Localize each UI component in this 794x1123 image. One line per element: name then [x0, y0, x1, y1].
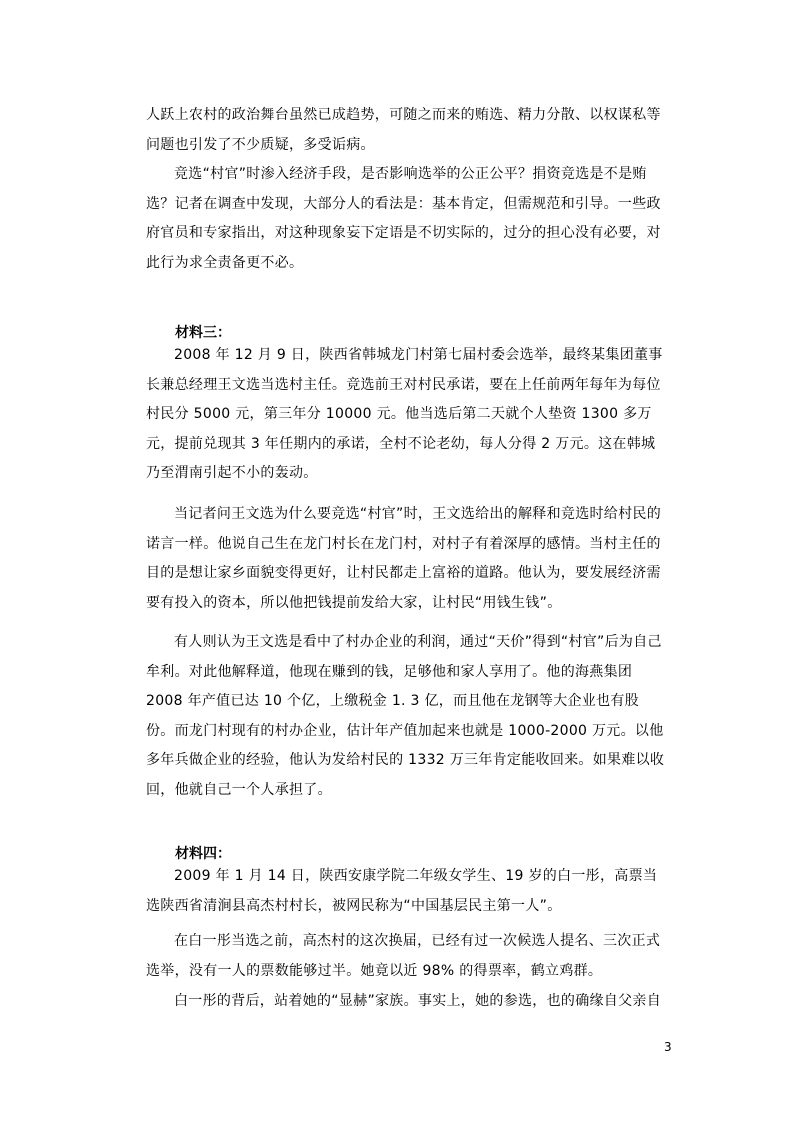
paragraph-1: 人跃上农村的政治舞台虽然已成趋势，可随之而来的贿选、精力分散、以权谋私等问题也引发了不少质疑，多受诟病。 — [146, 107, 661, 153]
heading-material-4: 材料四： — [175, 846, 231, 862]
heading-material-3: 材料三： — [175, 325, 231, 341]
paragraph-5: 有人则认为王文选是看中了村办企业的利润，通过“天价”得到“村官”后为自己牟利。对此他解释道，他现在赚到的钱，足够他和家人享用了。他的海燕集团 2008 年产值已达 10 个亿，上缴税金 1. 3 亿，而且他在龙钢等大企业也有股份。而龙门村现有的村办企业，估计年产值加起来也就是 1000-2000 万元。以他多年兵做企业的经验，他认为发给村民的 1332 万三年肯定能收回来。如果难以收回，他就自己一个人承担了。 — [146, 634, 665, 798]
paragraph-4: 当记者问王文选为什么要竞选“村官”时，王文选给出的解释和竞选时给村民的诺言一样。他说自己生在龙门村长在龙门村，对村子有着深厚的感情。当村主任的目的是想让家乡面貌变得更好，让村民都走上富裕的道路。他认为，要发展经济需要有投入的资本，所以他把钱提前发给大家，让村民“用钱生钱”。 — [146, 506, 662, 611]
paragraph-7: 在白一彤当选之前，高杰村的这次换届，已经有过一次候选人提名、三次正式选举，没有一人的票数能够过半。她竟以近 98% 的得票率，鹤立鸡群。 — [146, 933, 661, 979]
paragraph-3: 2008 年 12 月 9 日，陕西省韩城龙门村第七届村委会选举，最终某集团董事长兼总经理王文选当选村主任。竞选前王对村民承诺，要在上任前两年每年为每位村民分 5000 元，第三年分 10000 元。他当选后第二天就个人垫资 1300 多万元，提前兑现其 3 年任期内的承诺，全村不论老幼，每人分得 2 万元。这在韩城乃至渭南引起不小的轰动。 — [146, 347, 663, 481]
paragraph-8: 白一彤的背后，站着她的“显赫”家族。事实上，她的参选，也的确缘自父亲自 — [174, 993, 662, 1009]
page-number: 3 — [664, 1040, 672, 1054]
paragraph-2: 竞选“村官”时渗入经济手段，是否影响选举的公正公平？捐资竞选是不是贿选？记者在调查中发现，大部分人的看法是：基本肯定，但需规范和引导。一些政府官员和专家指出，对这种现象妄下定语是不切实际的，过分的担心没有必要，对此行为求全责备更不必。 — [146, 166, 661, 271]
paragraph-6: 2009 年 1 月 14 日，陕西安康学院二年级女学生、19 岁的白一彤，高票当选陕西省清涧县高杰村村长，被网民称为“中国基层民主第一人”。 — [146, 868, 658, 914]
